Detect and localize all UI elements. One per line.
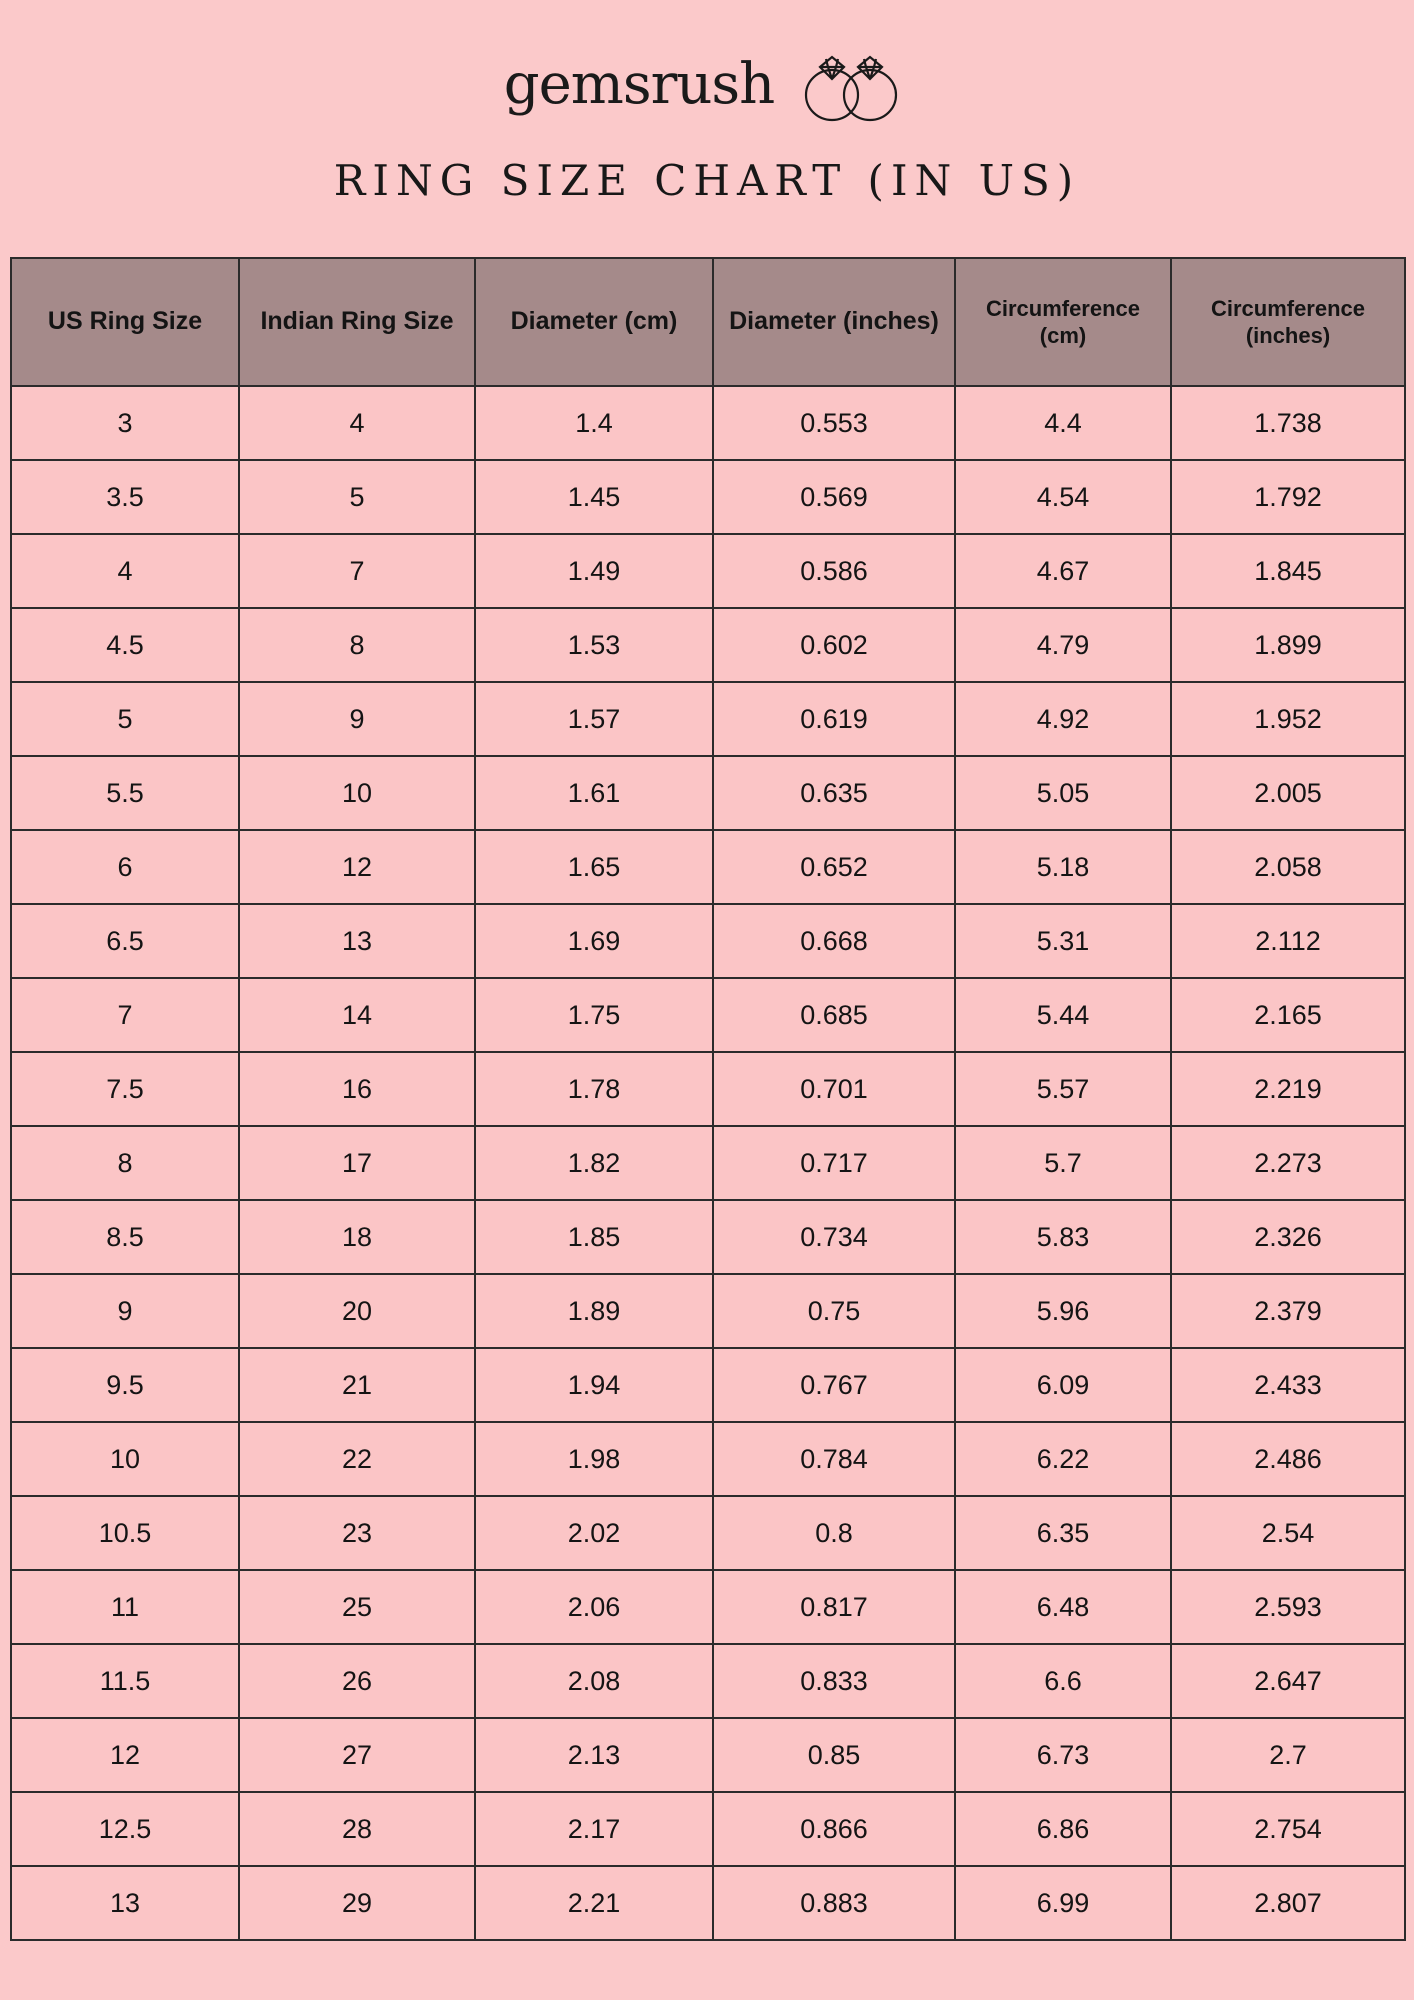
cell-diameter-inches: 0.635	[713, 756, 955, 830]
cell-diameter-inches: 0.717	[713, 1126, 955, 1200]
cell-diameter-inches: 0.553	[713, 386, 955, 460]
cell-indian-ring-size: 22	[239, 1422, 475, 1496]
cell-circumference-cm: 6.86	[955, 1792, 1171, 1866]
cell-indian-ring-size: 23	[239, 1496, 475, 1570]
ring-size-table	[10, 257, 1406, 1941]
cell-us-ring-size: 4	[11, 534, 239, 608]
page-header	[0, 0, 1414, 205]
cell-circumference-cm: 6.48	[955, 1570, 1171, 1644]
cell-diameter-inches: 0.85	[713, 1718, 955, 1792]
cell-circumference-cm: 4.79	[955, 608, 1171, 682]
cell-circumference-cm: 5.05	[955, 756, 1171, 830]
cell-us-ring-size: 5	[11, 682, 239, 756]
cell-diameter-cm: 1.85	[475, 1200, 713, 1274]
cell-indian-ring-size: 18	[239, 1200, 475, 1274]
cell-indian-ring-size: 29	[239, 1866, 475, 1940]
size-table-container	[10, 257, 1404, 1941]
cell-circumference-inches: 2.433	[1171, 1348, 1405, 1422]
cell-diameter-cm: 1.49	[475, 534, 713, 608]
column-header-diameter-cm: Diameter (cm)	[475, 258, 713, 386]
cell-diameter-cm: 2.02	[475, 1496, 713, 1570]
table-body	[11, 386, 1405, 1940]
cell-circumference-inches: 2.593	[1171, 1570, 1405, 1644]
cell-indian-ring-size: 8	[239, 608, 475, 682]
cell-diameter-cm: 1.57	[475, 682, 713, 756]
cell-circumference-cm: 5.31	[955, 904, 1171, 978]
table-row	[11, 534, 1405, 608]
cell-circumference-inches: 2.326	[1171, 1200, 1405, 1274]
cell-diameter-inches: 0.685	[713, 978, 955, 1052]
table-row	[11, 1052, 1405, 1126]
cell-diameter-inches: 0.784	[713, 1422, 955, 1496]
cell-diameter-inches: 0.767	[713, 1348, 955, 1422]
cell-diameter-inches: 0.619	[713, 682, 955, 756]
cell-indian-ring-size: 28	[239, 1792, 475, 1866]
table-row	[11, 904, 1405, 978]
cell-diameter-cm: 1.94	[475, 1348, 713, 1422]
cell-diameter-cm: 1.65	[475, 830, 713, 904]
cell-indian-ring-size: 12	[239, 830, 475, 904]
cell-circumference-cm: 6.6	[955, 1644, 1171, 1718]
table-row	[11, 682, 1405, 756]
brand-name: gemsrush	[503, 52, 775, 117]
cell-circumference-cm: 6.09	[955, 1348, 1171, 1422]
table-row	[11, 1422, 1405, 1496]
cell-indian-ring-size: 25	[239, 1570, 475, 1644]
cell-us-ring-size: 12.5	[11, 1792, 239, 1866]
cell-us-ring-size: 4.5	[11, 608, 239, 682]
cell-circumference-cm: 4.92	[955, 682, 1171, 756]
cell-diameter-inches: 0.734	[713, 1200, 955, 1274]
table-row	[11, 1348, 1405, 1422]
table-row	[11, 1792, 1405, 1866]
column-header-diameter-inches: Diameter (inches)	[713, 258, 955, 386]
table-header-row	[11, 258, 1405, 386]
cell-indian-ring-size: 16	[239, 1052, 475, 1126]
cell-us-ring-size: 11.5	[11, 1644, 239, 1718]
cell-diameter-inches: 0.8	[713, 1496, 955, 1570]
cell-diameter-inches: 0.75	[713, 1274, 955, 1348]
cell-diameter-inches: 0.602	[713, 608, 955, 682]
cell-circumference-inches: 2.379	[1171, 1274, 1405, 1348]
table-row	[11, 608, 1405, 682]
cell-circumference-cm: 5.18	[955, 830, 1171, 904]
cell-us-ring-size: 10	[11, 1422, 239, 1496]
cell-indian-ring-size: 20	[239, 1274, 475, 1348]
cell-diameter-cm: 1.98	[475, 1422, 713, 1496]
cell-us-ring-size: 6.5	[11, 904, 239, 978]
cell-circumference-inches: 2.647	[1171, 1644, 1405, 1718]
table-row	[11, 1496, 1405, 1570]
cell-diameter-inches: 0.817	[713, 1570, 955, 1644]
cell-circumference-inches: 2.219	[1171, 1052, 1405, 1126]
cell-circumference-cm: 6.99	[955, 1866, 1171, 1940]
table-row	[11, 1866, 1405, 1940]
cell-diameter-cm: 2.08	[475, 1644, 713, 1718]
cell-diameter-inches: 0.652	[713, 830, 955, 904]
cell-circumference-inches: 2.486	[1171, 1422, 1405, 1496]
cell-circumference-cm: 5.57	[955, 1052, 1171, 1126]
cell-circumference-inches: 1.952	[1171, 682, 1405, 756]
cell-us-ring-size: 5.5	[11, 756, 239, 830]
cell-diameter-cm: 1.78	[475, 1052, 713, 1126]
cell-circumference-cm: 5.44	[955, 978, 1171, 1052]
cell-us-ring-size: 12	[11, 1718, 239, 1792]
cell-diameter-inches: 0.883	[713, 1866, 955, 1940]
cell-circumference-cm: 4.67	[955, 534, 1171, 608]
cell-circumference-inches: 2.7	[1171, 1718, 1405, 1792]
cell-circumference-inches: 1.792	[1171, 460, 1405, 534]
cell-us-ring-size: 10.5	[11, 1496, 239, 1570]
cell-us-ring-size: 9	[11, 1274, 239, 1348]
cell-indian-ring-size: 13	[239, 904, 475, 978]
brand-lockup	[0, 40, 1414, 130]
cell-diameter-cm: 2.21	[475, 1866, 713, 1940]
cell-diameter-cm: 1.53	[475, 608, 713, 682]
cell-circumference-inches: 1.738	[1171, 386, 1405, 460]
cell-us-ring-size: 8	[11, 1126, 239, 1200]
cell-circumference-inches: 2.54	[1171, 1496, 1405, 1570]
cell-indian-ring-size: 9	[239, 682, 475, 756]
cell-indian-ring-size: 26	[239, 1644, 475, 1718]
cell-circumference-cm: 6.22	[955, 1422, 1171, 1496]
cell-indian-ring-size: 5	[239, 460, 475, 534]
cell-us-ring-size: 8.5	[11, 1200, 239, 1274]
page-title: RING SIZE CHART (IN US)	[333, 156, 1081, 205]
column-header-circumference-inches: Circumference (inches)	[1171, 258, 1405, 386]
cell-us-ring-size: 3	[11, 386, 239, 460]
cell-circumference-inches: 2.273	[1171, 1126, 1405, 1200]
cell-us-ring-size: 7	[11, 978, 239, 1052]
cell-diameter-inches: 0.668	[713, 904, 955, 978]
column-header-us-ring-size: US Ring Size	[11, 258, 239, 386]
cell-indian-ring-size: 27	[239, 1718, 475, 1792]
cell-circumference-inches: 2.807	[1171, 1866, 1405, 1940]
cell-circumference-inches: 2.754	[1171, 1792, 1405, 1866]
cell-us-ring-size: 11	[11, 1570, 239, 1644]
cell-diameter-inches: 0.866	[713, 1792, 955, 1866]
cell-circumference-cm: 4.4	[955, 386, 1171, 460]
table-row	[11, 1126, 1405, 1200]
cell-diameter-cm: 2.06	[475, 1570, 713, 1644]
cell-diameter-cm: 2.13	[475, 1718, 713, 1792]
column-header-circumference-cm: Circumference (cm)	[955, 258, 1171, 386]
cell-diameter-cm: 1.89	[475, 1274, 713, 1348]
cell-circumference-inches: 2.058	[1171, 830, 1405, 904]
cell-diameter-cm: 1.75	[475, 978, 713, 1052]
cell-circumference-cm: 5.96	[955, 1274, 1171, 1348]
cell-circumference-cm: 6.73	[955, 1718, 1171, 1792]
cell-indian-ring-size: 10	[239, 756, 475, 830]
cell-circumference-inches: 2.112	[1171, 904, 1405, 978]
cell-diameter-inches: 0.701	[713, 1052, 955, 1126]
cell-diameter-cm: 1.61	[475, 756, 713, 830]
cell-us-ring-size: 13	[11, 1866, 239, 1940]
cell-us-ring-size: 3.5	[11, 460, 239, 534]
table-row	[11, 1644, 1405, 1718]
cell-circumference-inches: 1.899	[1171, 608, 1405, 682]
table-row	[11, 386, 1405, 460]
table-row	[11, 1200, 1405, 1274]
column-header-indian-ring-size: Indian Ring Size	[239, 258, 475, 386]
cell-indian-ring-size: 4	[239, 386, 475, 460]
cell-indian-ring-size: 7	[239, 534, 475, 608]
cell-indian-ring-size: 17	[239, 1126, 475, 1200]
cell-diameter-cm: 2.17	[475, 1792, 713, 1866]
table-row	[11, 978, 1405, 1052]
table-row	[11, 830, 1405, 904]
cell-diameter-cm: 1.82	[475, 1126, 713, 1200]
cell-circumference-cm: 6.35	[955, 1496, 1171, 1570]
cell-indian-ring-size: 14	[239, 978, 475, 1052]
cell-diameter-inches: 0.569	[713, 460, 955, 534]
cell-diameter-cm: 1.4	[475, 386, 713, 460]
table-row	[11, 756, 1405, 830]
cell-circumference-cm: 4.54	[955, 460, 1171, 534]
cell-us-ring-size: 7.5	[11, 1052, 239, 1126]
table-row	[11, 1718, 1405, 1792]
cell-us-ring-size: 9.5	[11, 1348, 239, 1422]
double-ring-icon	[792, 43, 910, 127]
table-row	[11, 460, 1405, 534]
cell-circumference-inches: 1.845	[1171, 534, 1405, 608]
cell-diameter-inches: 0.833	[713, 1644, 955, 1718]
cell-diameter-cm: 1.45	[475, 460, 713, 534]
cell-circumference-inches: 2.005	[1171, 756, 1405, 830]
cell-circumference-cm: 5.83	[955, 1200, 1171, 1274]
cell-circumference-inches: 2.165	[1171, 978, 1405, 1052]
cell-indian-ring-size: 21	[239, 1348, 475, 1422]
table-row	[11, 1274, 1405, 1348]
table-row	[11, 1570, 1405, 1644]
cell-us-ring-size: 6	[11, 830, 239, 904]
cell-circumference-cm: 5.7	[955, 1126, 1171, 1200]
cell-diameter-cm: 1.69	[475, 904, 713, 978]
cell-diameter-inches: 0.586	[713, 534, 955, 608]
